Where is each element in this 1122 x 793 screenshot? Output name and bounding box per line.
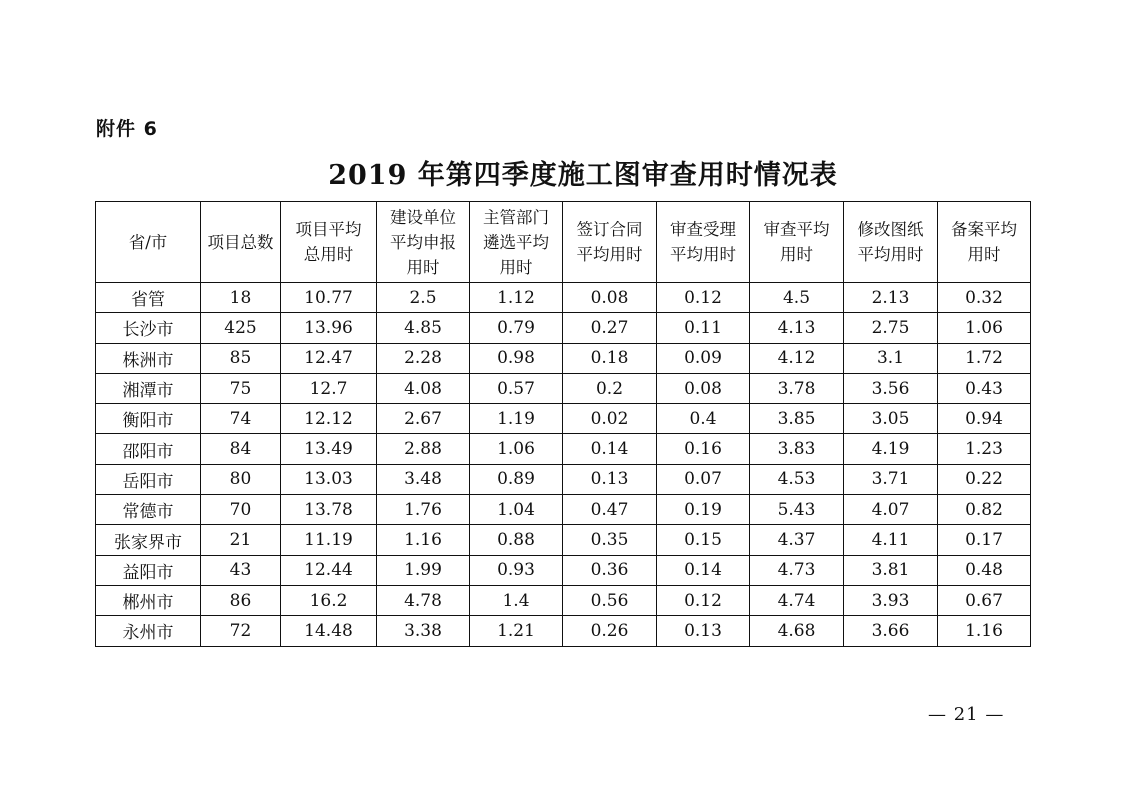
column-header: 签订合同 平均用时 xyxy=(563,202,657,283)
value-cell: 0.02 xyxy=(563,404,657,434)
value-cell: 2.5 xyxy=(377,283,470,313)
value-cell: 4.11 xyxy=(844,525,938,555)
table-row xyxy=(96,616,1031,646)
report-table xyxy=(95,201,1031,647)
table-row xyxy=(96,585,1031,615)
value-cell: 3.78 xyxy=(750,373,844,403)
value-cell: 1.04 xyxy=(470,495,563,525)
page-number: — 21 — xyxy=(928,704,1005,725)
value-cell: 14.48 xyxy=(281,616,377,646)
table-row xyxy=(96,283,1031,313)
value-cell: 2.88 xyxy=(377,434,470,464)
value-cell: 0.14 xyxy=(563,434,657,464)
value-cell: 0.07 xyxy=(657,464,750,494)
value-cell: 0.47 xyxy=(563,495,657,525)
value-cell: 3.56 xyxy=(844,373,938,403)
value-cell: 0.08 xyxy=(563,283,657,313)
value-cell: 0.12 xyxy=(657,585,750,615)
value-cell: 4.13 xyxy=(750,313,844,343)
value-cell: 4.12 xyxy=(750,343,844,373)
region-cell: 长沙市 xyxy=(96,313,201,343)
value-cell: 3.38 xyxy=(377,616,470,646)
region-cell: 岳阳市 xyxy=(96,464,201,494)
value-cell: 86 xyxy=(201,585,281,615)
value-cell: 0.32 xyxy=(938,283,1031,313)
table-row xyxy=(96,555,1031,585)
value-cell: 5.43 xyxy=(750,495,844,525)
value-cell: 1.72 xyxy=(938,343,1031,373)
table-row xyxy=(96,373,1031,403)
value-cell: 0.14 xyxy=(657,555,750,585)
page-title: 2019 年第四季度施工图审查用时情况表 xyxy=(328,160,838,191)
value-cell: 2.13 xyxy=(844,283,938,313)
value-cell: 4.07 xyxy=(844,495,938,525)
table-row xyxy=(96,495,1031,525)
region-cell: 张家界市 xyxy=(96,525,201,555)
value-cell: 4.5 xyxy=(750,283,844,313)
value-cell: 1.4 xyxy=(470,585,563,615)
region-cell: 永州市 xyxy=(96,616,201,646)
value-cell: 3.81 xyxy=(844,555,938,585)
value-cell: 1.16 xyxy=(938,616,1031,646)
value-cell: 21 xyxy=(201,525,281,555)
value-cell: 75 xyxy=(201,373,281,403)
value-cell: 72 xyxy=(201,616,281,646)
value-cell: 1.99 xyxy=(377,555,470,585)
table-row xyxy=(96,525,1031,555)
value-cell: 4.78 xyxy=(377,585,470,615)
table-row xyxy=(96,434,1031,464)
column-header: 审查受理 平均用时 xyxy=(657,202,750,283)
table-header-row xyxy=(96,202,1031,283)
region-cell: 衡阳市 xyxy=(96,404,201,434)
table-row xyxy=(96,313,1031,343)
value-cell: 0.36 xyxy=(563,555,657,585)
value-cell: 4.74 xyxy=(750,585,844,615)
value-cell: 0.18 xyxy=(563,343,657,373)
region-cell: 湘潭市 xyxy=(96,373,201,403)
value-cell: 3.85 xyxy=(750,404,844,434)
value-cell: 4.68 xyxy=(750,616,844,646)
value-cell: 0.79 xyxy=(470,313,563,343)
column-header: 主管部门 遴选平均 用时 xyxy=(470,202,563,283)
value-cell: 12.47 xyxy=(281,343,377,373)
value-cell: 0.89 xyxy=(470,464,563,494)
value-cell: 3.93 xyxy=(844,585,938,615)
value-cell: 1.23 xyxy=(938,434,1031,464)
column-header: 建设单位 平均申报 用时 xyxy=(377,202,470,283)
value-cell: 13.78 xyxy=(281,495,377,525)
value-cell: 0.15 xyxy=(657,525,750,555)
value-cell: 0.48 xyxy=(938,555,1031,585)
value-cell: 1.19 xyxy=(470,404,563,434)
column-header: 项目平均 总用时 xyxy=(281,202,377,283)
table-row xyxy=(96,464,1031,494)
value-cell: 3.83 xyxy=(750,434,844,464)
value-cell: 0.22 xyxy=(938,464,1031,494)
value-cell: 0.12 xyxy=(657,283,750,313)
value-cell: 1.76 xyxy=(377,495,470,525)
value-cell: 0.56 xyxy=(563,585,657,615)
value-cell: 4.53 xyxy=(750,464,844,494)
value-cell: 4.85 xyxy=(377,313,470,343)
value-cell: 0.27 xyxy=(563,313,657,343)
value-cell: 84 xyxy=(201,434,281,464)
value-cell: 2.67 xyxy=(377,404,470,434)
attachment-label: 附件 6 xyxy=(96,118,158,140)
value-cell: 12.7 xyxy=(281,373,377,403)
value-cell: 12.12 xyxy=(281,404,377,434)
value-cell: 12.44 xyxy=(281,555,377,585)
region-cell: 省管 xyxy=(96,283,201,313)
value-cell: 0.09 xyxy=(657,343,750,373)
value-cell: 3.66 xyxy=(844,616,938,646)
value-cell: 0.13 xyxy=(563,464,657,494)
column-header: 项目总数 xyxy=(201,202,281,283)
value-cell: 0.17 xyxy=(938,525,1031,555)
value-cell: 13.03 xyxy=(281,464,377,494)
value-cell: 0.2 xyxy=(563,373,657,403)
value-cell: 3.05 xyxy=(844,404,938,434)
value-cell: 18 xyxy=(201,283,281,313)
value-cell: 70 xyxy=(201,495,281,525)
value-cell: 4.73 xyxy=(750,555,844,585)
value-cell: 80 xyxy=(201,464,281,494)
value-cell: 4.37 xyxy=(750,525,844,555)
value-cell: 0.88 xyxy=(470,525,563,555)
region-cell: 株洲市 xyxy=(96,343,201,373)
value-cell: 1.16 xyxy=(377,525,470,555)
value-cell: 0.98 xyxy=(470,343,563,373)
value-cell: 1.06 xyxy=(938,313,1031,343)
value-cell: 1.06 xyxy=(470,434,563,464)
table-row xyxy=(96,404,1031,434)
region-cell: 邵阳市 xyxy=(96,434,201,464)
value-cell: 0.08 xyxy=(657,373,750,403)
value-cell: 2.28 xyxy=(377,343,470,373)
value-cell: 85 xyxy=(201,343,281,373)
value-cell: 2.75 xyxy=(844,313,938,343)
value-cell: 3.48 xyxy=(377,464,470,494)
value-cell: 0.4 xyxy=(657,404,750,434)
value-cell: 0.93 xyxy=(470,555,563,585)
value-cell: 0.26 xyxy=(563,616,657,646)
value-cell: 0.19 xyxy=(657,495,750,525)
value-cell: 0.11 xyxy=(657,313,750,343)
column-header: 省/市 xyxy=(96,202,201,283)
value-cell: 4.19 xyxy=(844,434,938,464)
value-cell: 0.67 xyxy=(938,585,1031,615)
value-cell: 0.94 xyxy=(938,404,1031,434)
value-cell: 16.2 xyxy=(281,585,377,615)
value-cell: 11.19 xyxy=(281,525,377,555)
table-row xyxy=(96,343,1031,373)
value-cell: 13.96 xyxy=(281,313,377,343)
column-header: 备案平均 用时 xyxy=(938,202,1031,283)
value-cell: 4.08 xyxy=(377,373,470,403)
value-cell: 1.12 xyxy=(470,283,563,313)
value-cell: 43 xyxy=(201,555,281,585)
value-cell: 3.1 xyxy=(844,343,938,373)
column-header: 审查平均 用时 xyxy=(750,202,844,283)
value-cell: 0.16 xyxy=(657,434,750,464)
table-body xyxy=(96,283,1031,647)
value-cell: 74 xyxy=(201,404,281,434)
column-header: 修改图纸 平均用时 xyxy=(844,202,938,283)
value-cell: 1.21 xyxy=(470,616,563,646)
value-cell: 425 xyxy=(201,313,281,343)
value-cell: 3.71 xyxy=(844,464,938,494)
value-cell: 10.77 xyxy=(281,283,377,313)
value-cell: 13.49 xyxy=(281,434,377,464)
value-cell: 0.35 xyxy=(563,525,657,555)
value-cell: 0.82 xyxy=(938,495,1031,525)
value-cell: 0.57 xyxy=(470,373,563,403)
region-cell: 益阳市 xyxy=(96,555,201,585)
value-cell: 0.43 xyxy=(938,373,1031,403)
region-cell: 郴州市 xyxy=(96,585,201,615)
value-cell: 0.13 xyxy=(657,616,750,646)
region-cell: 常德市 xyxy=(96,495,201,525)
